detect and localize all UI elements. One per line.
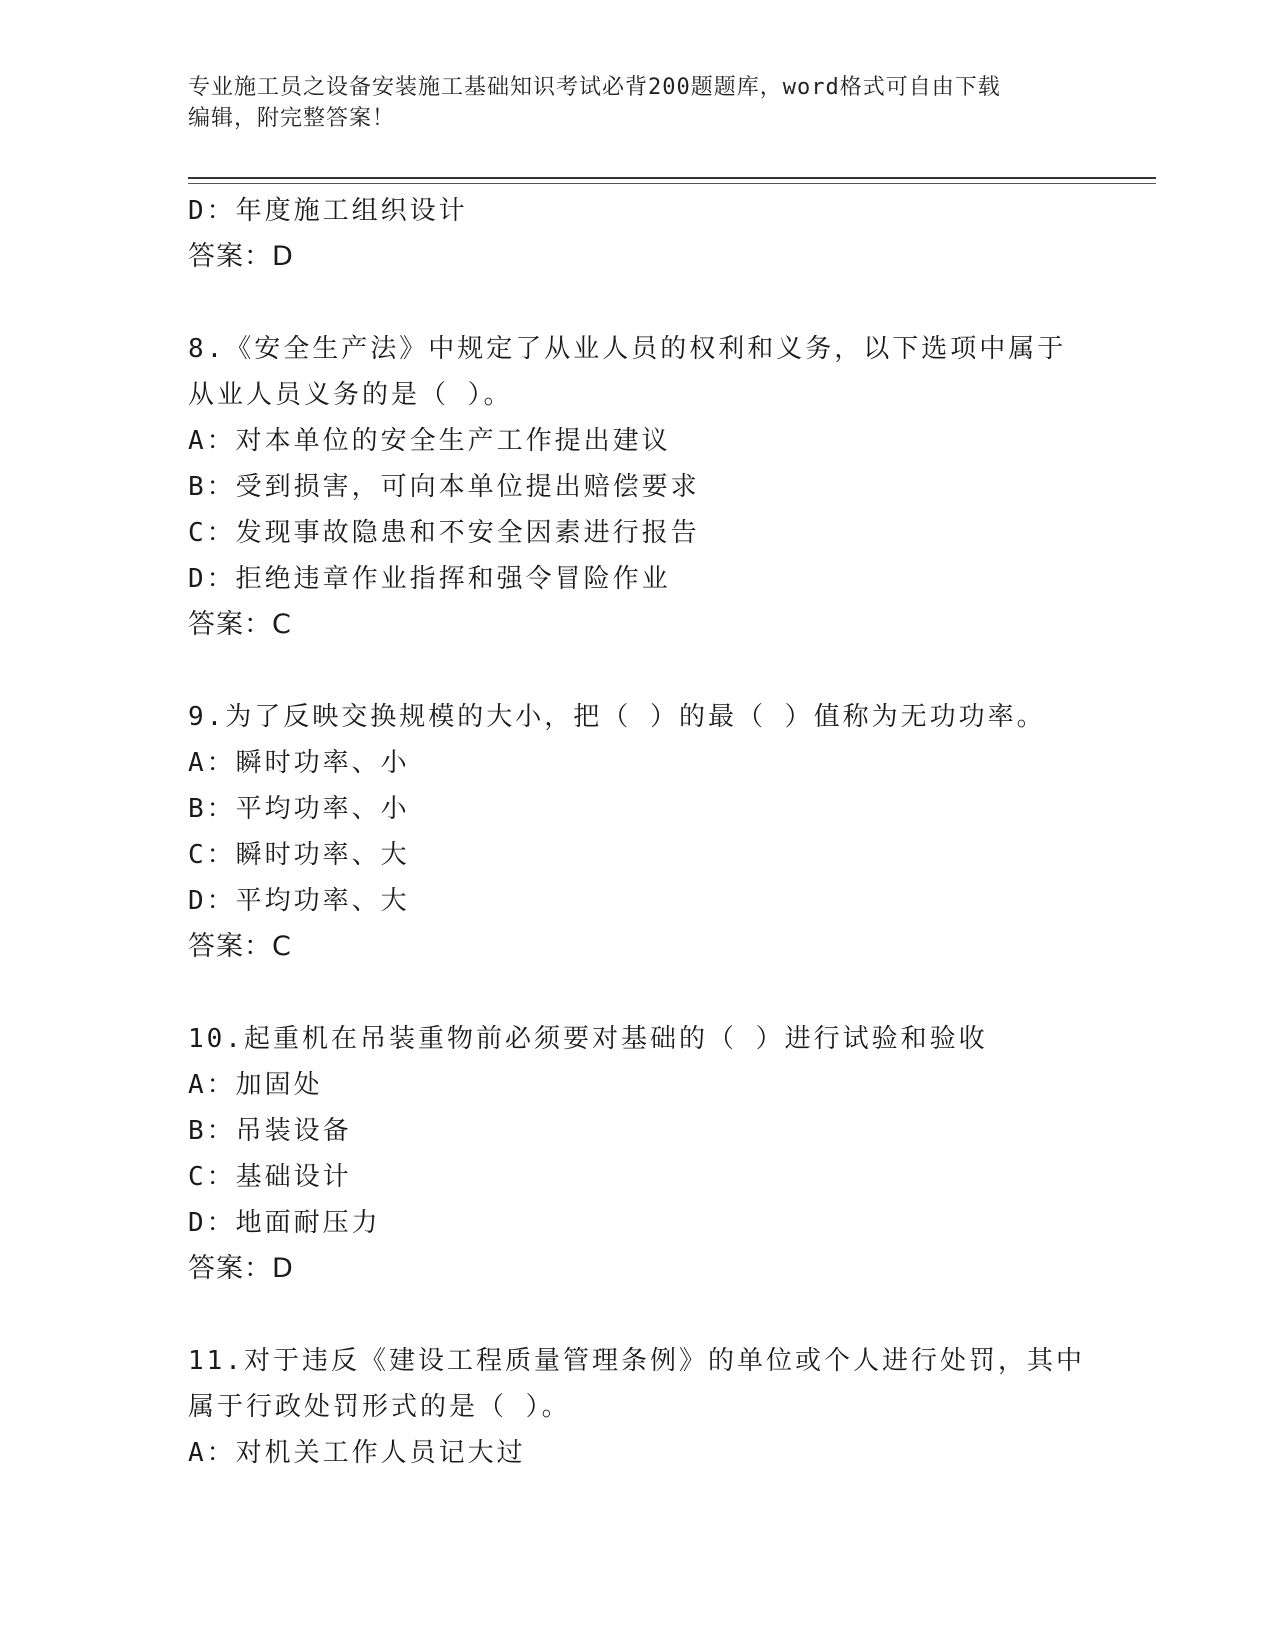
- option-b: B：平均功率、小: [188, 794, 410, 824]
- question-stem-continued: 属于行政处罚形式的是（ ）。: [188, 1392, 571, 1422]
- header-divider-thin: [188, 183, 1156, 184]
- option-a: A：对本单位的安全生产工作提出建议: [188, 426, 671, 456]
- header-divider-thick: [188, 177, 1156, 179]
- header-title-line-1: 专业施工员之设备安装施工基础知识考试必背200题题库，word格式可自由下载: [188, 75, 1001, 100]
- option-b: B：受到损害，可向本单位提出赔偿要求: [188, 472, 700, 502]
- document-body: [188, 188, 1088, 1476]
- option-d: D：地面耐压力: [188, 1208, 381, 1238]
- question-block-9: [188, 694, 1088, 970]
- answer-line: 答案：C: [188, 609, 292, 640]
- question-stem: 11.对于违反《建设工程质量管理条例》的单位或个人进行处罚，其中: [188, 1346, 1085, 1376]
- option-a: A：瞬时功率、小: [188, 748, 410, 778]
- question-block-8: [188, 326, 1088, 648]
- option-b: B：吊装设备: [188, 1116, 352, 1146]
- question-stem-continued: 从业人员义务的是（ ）。: [188, 380, 513, 410]
- option-d: D：平均功率、大: [188, 886, 410, 916]
- question-stem: 10.起重机在吊装重物前必须要对基础的（ ）进行试验和验收: [188, 1024, 988, 1054]
- option-a: A：对机关工作人员记大过: [188, 1438, 526, 1468]
- option-a: A：加固处: [188, 1070, 323, 1100]
- question-block-11: [188, 1338, 1088, 1476]
- document-header: [188, 72, 1088, 134]
- question-block-10: [188, 1016, 1088, 1292]
- question-stem: 8.《安全生产法》中规定了从业人员的权利和义务，以下选项中属于: [188, 334, 1067, 364]
- header-title-line-2: 编辑，附完整答案！: [188, 106, 396, 131]
- option-c: C：发现事故隐患和不安全因素进行报告: [188, 518, 700, 548]
- question-stem: 9.为了反映交换规模的大小，把（ ）的最（ ）值称为无功功率。: [188, 702, 1046, 732]
- answer-line: 答案：D: [188, 1253, 294, 1284]
- answer-line: 答案：D: [188, 241, 294, 272]
- question-block-7: [188, 188, 1088, 280]
- option-d: D：拒绝违章作业指挥和强令冒险作业: [188, 564, 671, 594]
- answer-line: 答案：C: [188, 931, 292, 962]
- option-c: C：瞬时功率、大: [188, 840, 410, 870]
- option-d: D：年度施工组织设计: [188, 196, 468, 226]
- option-c: C：基础设计: [188, 1162, 352, 1192]
